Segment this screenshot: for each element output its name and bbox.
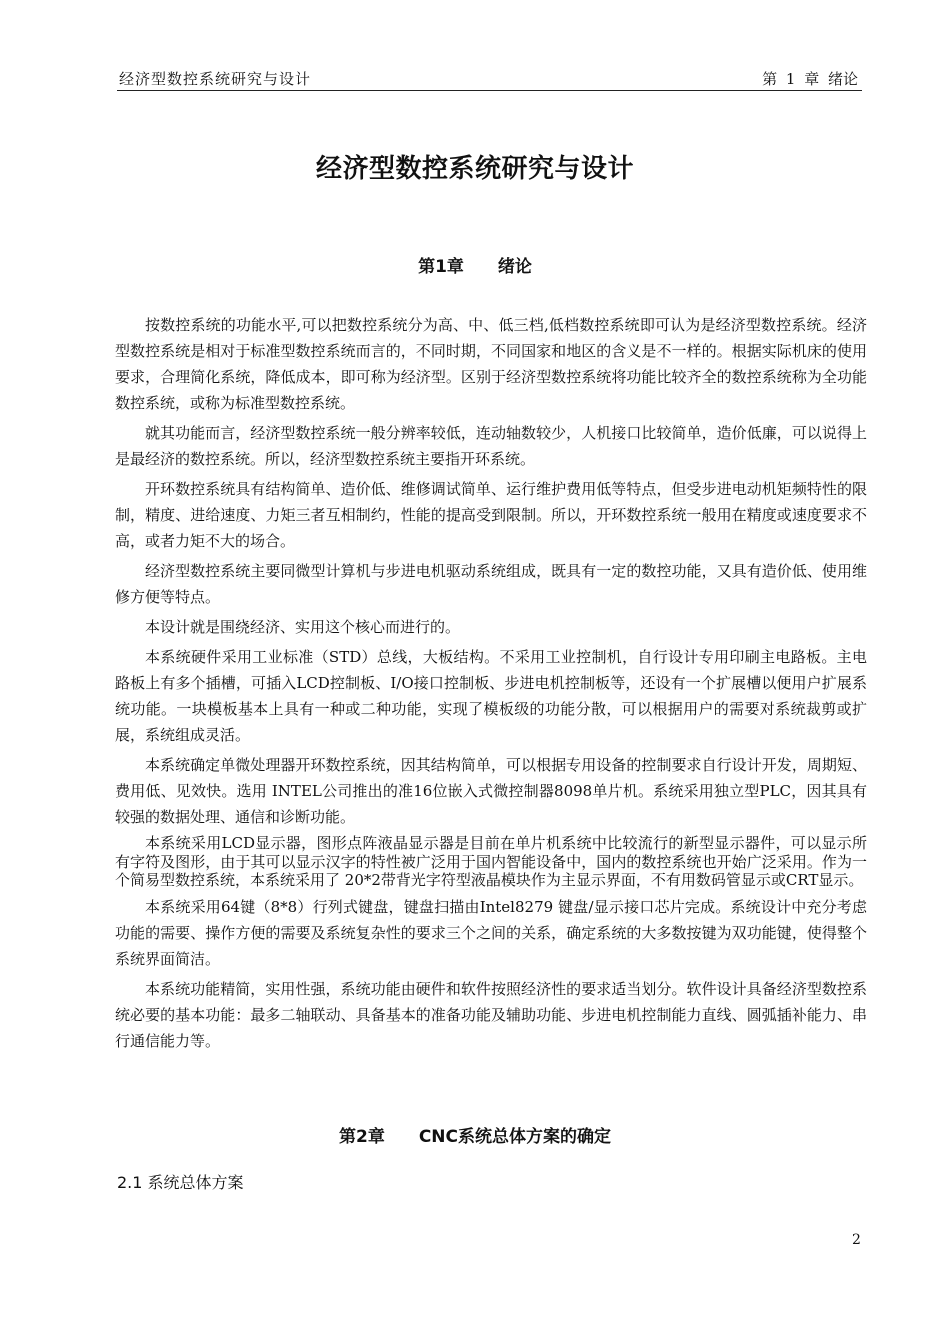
chapter-2-number: 第2章: [338, 1127, 385, 1147]
paragraph: 本系统硬件采用工业标准（STD）总线，大板结构。不采用工业控制机，自行设计专用印刷主电路板。主电路板上有多个插槽，可插入LCD控制板、I/O接口控制板、步进电机控制板等，还设有一个扩展槽以便用户扩展系统功能。一块模板基本上具有一种或二种功能，实现了模板级的功能分散，可以根据用户的需要对系统裁剪或扩展，系统组成灵活。: [115, 648, 867, 744]
header-chapter: 第 1 章 绪论: [762, 70, 858, 88]
header-title: 经济型数控系统研究与设计: [119, 70, 312, 88]
paragraph: 本设计就是围绕经济、实用这个核心而进行的。: [145, 618, 461, 636]
chapter-1-body: [115, 312, 867, 1058]
paragraph: 开环数控系统具有结构简单、造价低、维修调试简单、运行维护费用低等特点，但受步进电动机矩频特性的限制，精度、进给速度、力矩三者互相制约，性能的提高受到限制。所以，开环数控系统一般用在精度或速度要求不高，或者力矩不大的场合。: [115, 480, 867, 550]
paragraph: 本系统功能精简，实用性强，系统功能由硬件和软件按照经济性的要求适当划分。软件设计具备经济型数控系统必要的基本功能：最多二轴联动、具备基本的准备功能及辅助功能、步进电机控制能力直线、圆弧插补能力、串行通信能力等。: [115, 979, 867, 1050]
chapter-1-heading: [0, 252, 950, 277]
chapter-2-name: CNC系统总体方案的确定: [418, 1127, 612, 1147]
paragraph: 本系统采用64键（8*8）行列式键盘，键盘扫描由Intel8279 键盘/显示接口芯片完成。系统设计中充分考虑功能的需要、操作方便的需要及系统复杂性的要求三个之间的关系，确定系统的大多数按键为双功能键，使得整个系统界面简洁。: [115, 897, 867, 968]
running-header: [117, 66, 862, 91]
page-number: 2: [852, 1232, 861, 1248]
chapter-2-heading: [0, 1122, 950, 1147]
chapter-1-name: 绪论: [497, 257, 532, 277]
section-heading: 2.1 系统总体方案: [117, 1173, 244, 1192]
paragraph: 按数控系统的功能水平,可以把数控系统分为高、中、低三档,低档数控系统即可认为是经济型数控系统。经济型数控系统是相对于标准型数控系统而言的，不同时期，不同国家和地区的含义是不一样的。根据实际机床的使用要求，合理简化系统，降低成本，即可称为经济型。区别于经济型数控系统将功能比较齐全的数控系统称为全功能数控系统，或称为标准型数控系统。: [115, 316, 867, 412]
document-title: 经济型数控系统研究与设计: [315, 154, 634, 184]
paragraph: 经济型数控系统主要同微型计算机与步进电机驱动系统组成，既具有一定的数控功能，又具有造价低、使用维修方便等特点。: [115, 562, 867, 606]
paragraph: 就其功能而言，经济型数控系统一般分辨率较低，连动轴数较少，人机接口比较简单，造价低廉，可以说得上是最经济的数控系统。所以，经济型数控系统主要指开环系统。: [115, 424, 867, 468]
paragraph: 本系统采用LCD显示器，图形点阵液晶显示器是目前在单片机系统中比较流行的新型显示器件，可以显示所有字符及图形，由于其可以显示汉字的特性被广泛用于国内智能设备中，国内的数控系统也开始广泛采用。作为一个简易型数控系统，本系统采用了 20*2带背光字符型液晶模块作为主显示界面，不有用数码管显示或CRT显示。: [115, 834, 867, 889]
paragraph: 本系统确定单微处理器开环数控系统，因其结构简单，可以根据专用设备的控制要求自行设计开发，周期短、费用低、见效快。选用 INTEL公司推出的准16位嵌入式微控制器8098单片机。系统采用独立型PLC，因其具有较强的数据处理、通信和诊断功能。: [115, 756, 867, 826]
chapter-1-number: 第1章: [418, 257, 464, 277]
